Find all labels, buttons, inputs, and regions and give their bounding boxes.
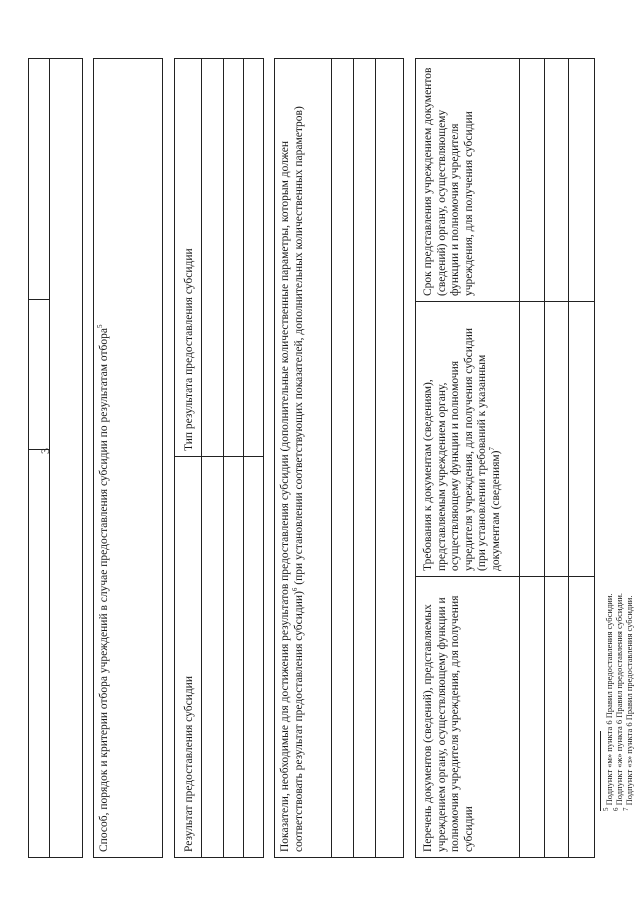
grid-line — [568, 59, 569, 857]
grid-line — [519, 59, 520, 857]
footnote-ref: 7 — [488, 447, 497, 451]
table-documents — [415, 58, 595, 858]
footnote-item: $^7$ Подпункт «з» пункта 6 Правил предоставления субсидии. — [622, 595, 634, 811]
documents-deadline-header: Срок представления учреждением документов (сведений) органу, осуществляющему функции и полномочия учредителя учреждения, для получения субсидии — [422, 67, 475, 296]
result-type-header: Тип результата предоставления субсидии — [183, 248, 195, 451]
selection-method-text: Способ, порядок и критерии отбора учреждений в случае предоставления субсидии по результатам отбора — [98, 327, 110, 852]
grid-line — [201, 59, 202, 857]
table-subsidy-result — [174, 58, 264, 858]
grid-line — [29, 299, 49, 300]
table-selection-method — [93, 58, 163, 858]
footnotes — [604, 511, 634, 811]
footnote-ref: 6 — [290, 587, 299, 592]
grid-line — [175, 456, 263, 457]
indicators-text-tail: (при установлении соответствующих показателей, дополнительных количественных параметров) — [292, 106, 305, 588]
result-header: Результат предоставления субсидии — [183, 676, 195, 852]
grid-line — [29, 449, 49, 450]
footnote-divider — [600, 731, 601, 811]
documents-list-header: Перечень документов (сведений), представляемых учреждением органу, осуществляющему функции и полномочия учредителя учреждения, для получения субсидии — [422, 595, 475, 852]
grid-line — [49, 59, 50, 857]
grid-line — [544, 59, 545, 857]
table-top-grid — [28, 58, 83, 858]
requirements-text: Требования к документам (сведениям), представляемым учреждением органу, осуществляющему функции и полномочия учредителя учреждения, для получения субсидии (при установлении требований к указанным документам (сведениям) — [422, 327, 502, 571]
grid-line — [353, 59, 354, 857]
grid-line — [243, 59, 244, 857]
indicators-title — [279, 67, 306, 852]
grid-line — [331, 59, 332, 857]
grid-line — [223, 59, 224, 857]
selection-method-title — [98, 72, 112, 852]
footnote-ref: 5 — [96, 324, 105, 328]
footnote-item: $^6$ Подпункт «ж» пункта 6 Правил предоставления субсидии. — [612, 593, 624, 811]
documents-requirements-header — [422, 309, 504, 571]
indicators-text: Показатели, необходимые для достижения результатов предоставления субсидии (дополнительные количественные параметры, которым должен соответствовать результат предоставления субсидии) — [279, 141, 305, 852]
page-number: 3 — [38, 448, 52, 454]
grid-line — [375, 59, 376, 857]
footnote-item: $^5$ Подпункт «м» пункта 6 Правил предоставления субсидии. — [602, 593, 614, 811]
table-indicators — [274, 58, 404, 858]
